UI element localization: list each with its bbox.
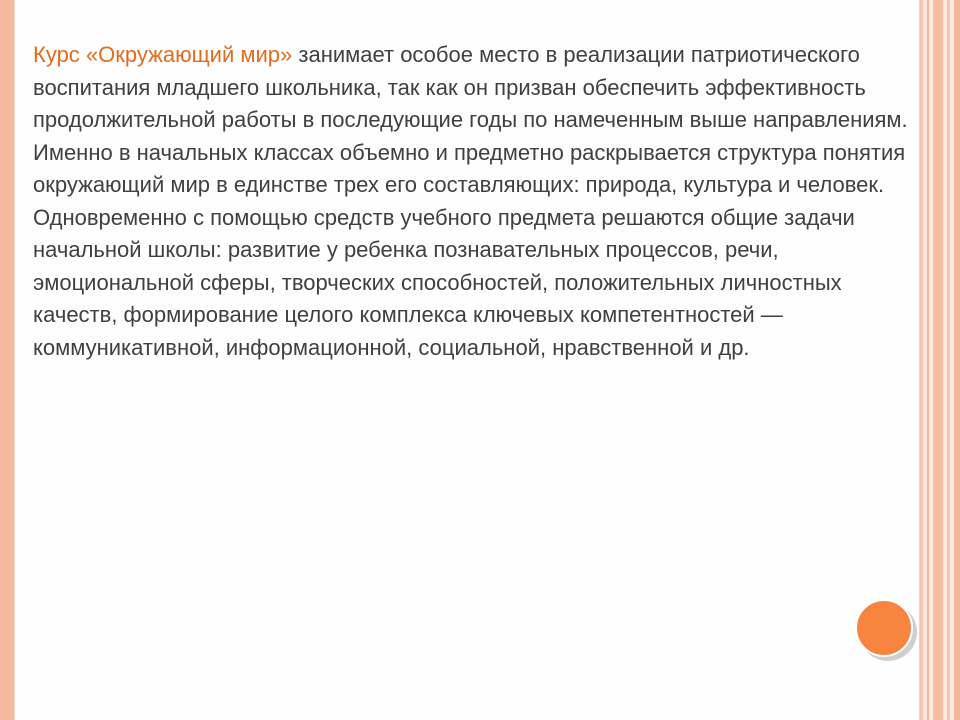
right-decorative-stripes — [920, 0, 960, 720]
paragraph-1 — [33, 39, 913, 202]
stripe — [954, 0, 960, 720]
stripe — [947, 0, 950, 720]
paragraph-1-text: занимает особое место в реализации патриотического воспитания младшего школьника, так как он призван обеспечить эффективность продолжительной работы в последующие годы по намеченным выше направлениям. Именно в начальных классах объемно и предметно раскрывается структура понятия окружающий мир в единстве трех его составляющих: природа, культура и человек. — [33, 42, 908, 197]
course-name-highlight: Курс «Окружающий мир» — [33, 42, 293, 67]
orange-circle-decoration — [855, 599, 913, 657]
stripe — [933, 0, 943, 720]
slide-text — [33, 39, 913, 364]
left-border-strip — [0, 0, 14, 720]
paragraph-2: Одновременно с помощью средств учебного предмета решаются общие задачи начальной школы: развитие у ребенка познавательных процессов, речи, эмоциональной сферы, творческих способностей, положительных личностных качеств, формирование целого комплекса ключевых компетентностей — коммуникативной, информационной, социальной, нравственной и др. — [33, 204, 855, 360]
stripe — [920, 0, 923, 720]
stripe — [927, 0, 929, 720]
